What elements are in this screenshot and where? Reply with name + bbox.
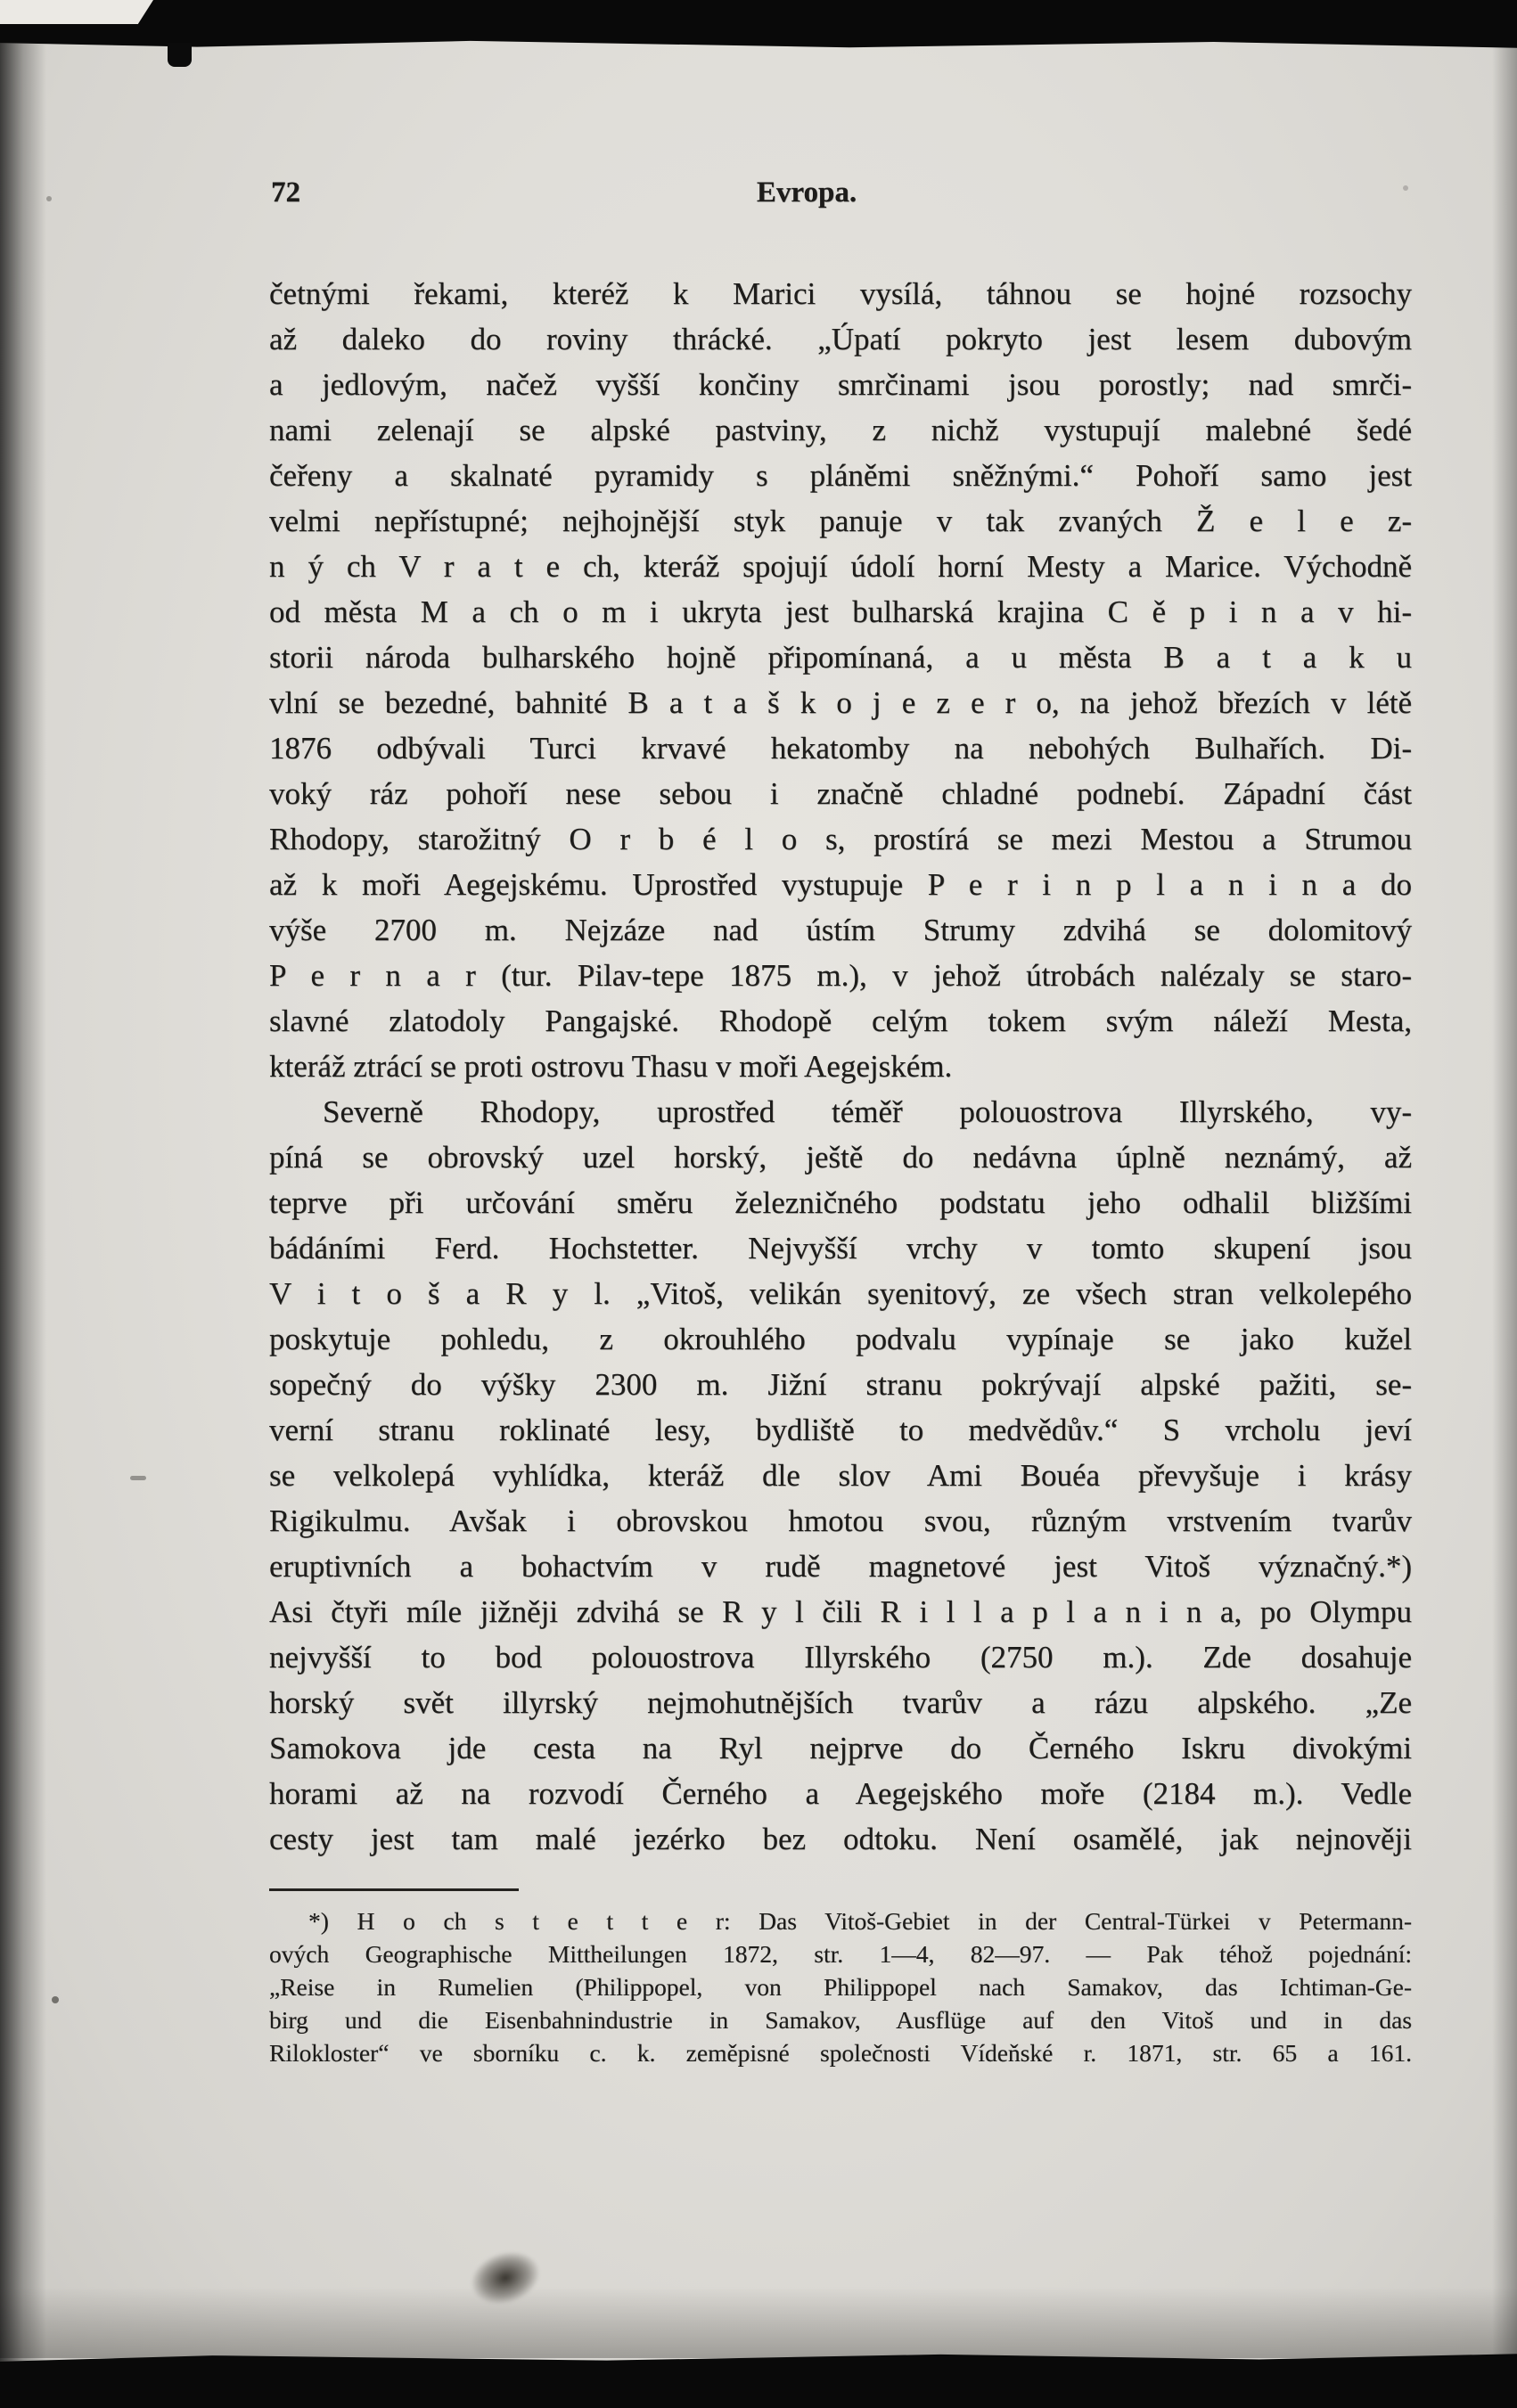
text-line: 1876 odbývali Turci krvavé hekatomby na nebohých Bulhařích. Di-	[269, 731, 1412, 766]
text-line: n ý ch V r a t e ch, kteráž spojují údolí horní Mesty a Marice. Východně	[269, 549, 1412, 584]
text-line: P e r n a r (tur. Pilav-tepe 1875 m.), v jehož útrobách nalézaly se staro-	[269, 958, 1412, 993]
text-line: V i t o š a R y l. „Vitoš, velikán syenitový, ze všech stran velkolepého	[269, 1276, 1412, 1311]
text-line: výše 2700 m. Nejzáze nad ústím Strumy zdvihá se dolomitový	[269, 913, 1412, 947]
scan-shadow-bottom	[0, 2287, 1517, 2358]
footnote	[269, 1904, 1412, 2069]
text-line: Rilokloster“ ve sborníku c. k. zeměpisné společnosti Vídeňské r. 1871, str. 65 a 161.	[269, 2039, 1412, 2067]
text-line: od města M a ch o m i ukryta jest bulharská krajina C ě p i n a v hi-	[269, 594, 1412, 629]
scan-edge-left	[0, 0, 46, 2408]
scan-edge-bottom	[0, 2353, 1517, 2408]
scan-speck	[52, 1996, 59, 2003]
text-line: píná se obrovský uzel horský, ještě do nedávna úplně neznámý, až	[269, 1140, 1412, 1175]
scan-speck	[1403, 185, 1408, 191]
running-header: Evropa.	[756, 176, 857, 209]
text-line: *) H o ch s t e t t e r: Das Vitoš-Gebiet in der Central-Türkei v Petermann-	[308, 1907, 1412, 1935]
text-line: sopečný do výšky 2300 m. Jižní stranu pokrývají alpské pažiti, se-	[269, 1367, 1412, 1402]
text-line: Rhodopy, starožitný O r b é l o s, prostírá se mezi Mestou a Strumou	[269, 822, 1412, 856]
text-line: voký ráz pohoří nese sebou i značně chladné podnebí. Západní část	[269, 776, 1412, 811]
page-number: 72	[271, 176, 300, 209]
text-line: a jedlovým, načež vyšší končiny smrčinami jsou porostly; nad smrči-	[269, 367, 1412, 402]
scan-speck	[130, 1476, 146, 1480]
text-line: Samokova jde cesta na Ryl nejprve do Černého Iskru divokými	[269, 1731, 1412, 1765]
paragraph-1	[269, 271, 1412, 1089]
scan-edge-top	[0, 0, 1517, 50]
scan-speck	[46, 196, 52, 201]
footnote-separator	[269, 1888, 519, 1891]
text-line: birg und die Eisenbahnindustrie in Samakov, Ausflüge auf den Vitoš und in das	[269, 2006, 1412, 2034]
text-line: až k moři Aegejskému. Uprostřed vystupuje P e r i n p l a n i n a do	[269, 867, 1412, 902]
text-line: storii národa bulharského hojně připomínaná, a u města B a t a k u	[269, 640, 1412, 675]
text-line: ových Geographische Mittheilungen 1872, str. 1—4, 82—97. — Pak téhož pojednání:	[269, 1940, 1412, 1968]
text-line: nejvyšší to bod polouostrova Illyrského (2750 m.). Zde dosahuje	[269, 1640, 1412, 1675]
text-line: čeřeny a skalnaté pyramidy s pláněmi sněžnými.“ Pohoří samo jest	[269, 458, 1412, 493]
scan-artifact	[168, 43, 192, 67]
page-header	[269, 176, 1412, 217]
text-line: slavné zlatodoly Pangajské. Rhodopě celým tokem svým náleží Mesta,	[269, 1003, 1412, 1038]
text-line: eruptivních a bohactvím v rudě magnetové jest Vitoš význačný.*)	[269, 1549, 1412, 1584]
body-text	[269, 271, 1412, 1862]
text-line: teprve při určování směru železničného podstatu jeho odhalil bližšími	[269, 1185, 1412, 1220]
text-line: Asi čtyři míle jižněji zdvihá se R y l čili R i l l a p l a n i n a, po Olympu	[269, 1594, 1412, 1629]
text-line: vlní se bezedné, bahnité B a t a š k o j e z e r o, na jehož březích v létě	[269, 685, 1412, 720]
text-line: Severně Rhodopy, uprostřed téměř polouostrova Illyrského, vy-	[323, 1094, 1412, 1129]
paper-corner	[0, 0, 153, 24]
text-line: verní stranu roklinaté lesy, bydliště to medvědův.“ S vrcholu jeví	[269, 1413, 1412, 1447]
text-line: cesty jest tam malé jezérko bez odtoku. Není osamělé, jak nejnověji	[269, 1822, 1412, 1856]
text-line: bádáními Ferd. Hochstetter. Nejvyšší vrchy v tomto skupení jsou	[269, 1231, 1412, 1265]
text-line: poskytuje pohledu, z okrouhlého podvalu vypínaje se jako kužel	[269, 1322, 1412, 1356]
text-line: horský svět illyrský nejmohutnějších tvarův a rázu alpského. „Ze	[269, 1685, 1412, 1720]
text-line: velmi nepřístupné; nejhojnější styk panuje v tak zvaných Ž e l e z-	[269, 504, 1412, 538]
scan-edge-right	[1492, 0, 1517, 2408]
text-line: „Reise in Rumelien (Philippopel, von Philippopel nach Samakov, das Ichtiman-Ge-	[269, 1973, 1412, 2001]
text-line: kteráž ztrácí se proti ostrovu Thasu v moři Aegejském.	[269, 1049, 953, 1084]
text-line: Rigikulmu. Avšak i obrovskou hmotou svou, různým vrstvením tvarův	[269, 1503, 1412, 1538]
text-block	[269, 176, 1412, 2069]
text-line: se velkolepá vyhlídka, kteráž dle slov Ami Bouéa převyšuje i krásy	[269, 1458, 1412, 1493]
paragraph-2	[269, 1089, 1412, 1862]
text-line: četnými řekami, kteréž k Marici vysílá, táhnou se hojné rozsochy	[269, 276, 1412, 311]
text-line: až daleko do roviny thrácké. „Úpatí pokryto jest lesem dubovým	[269, 322, 1412, 356]
text-line: nami zelenají se alpské pastviny, z nichž vystupují malebné šedé	[269, 413, 1412, 447]
text-line: horami až na rozvodí Černého a Aegejského moře (2184 m.). Vedle	[269, 1776, 1412, 1811]
